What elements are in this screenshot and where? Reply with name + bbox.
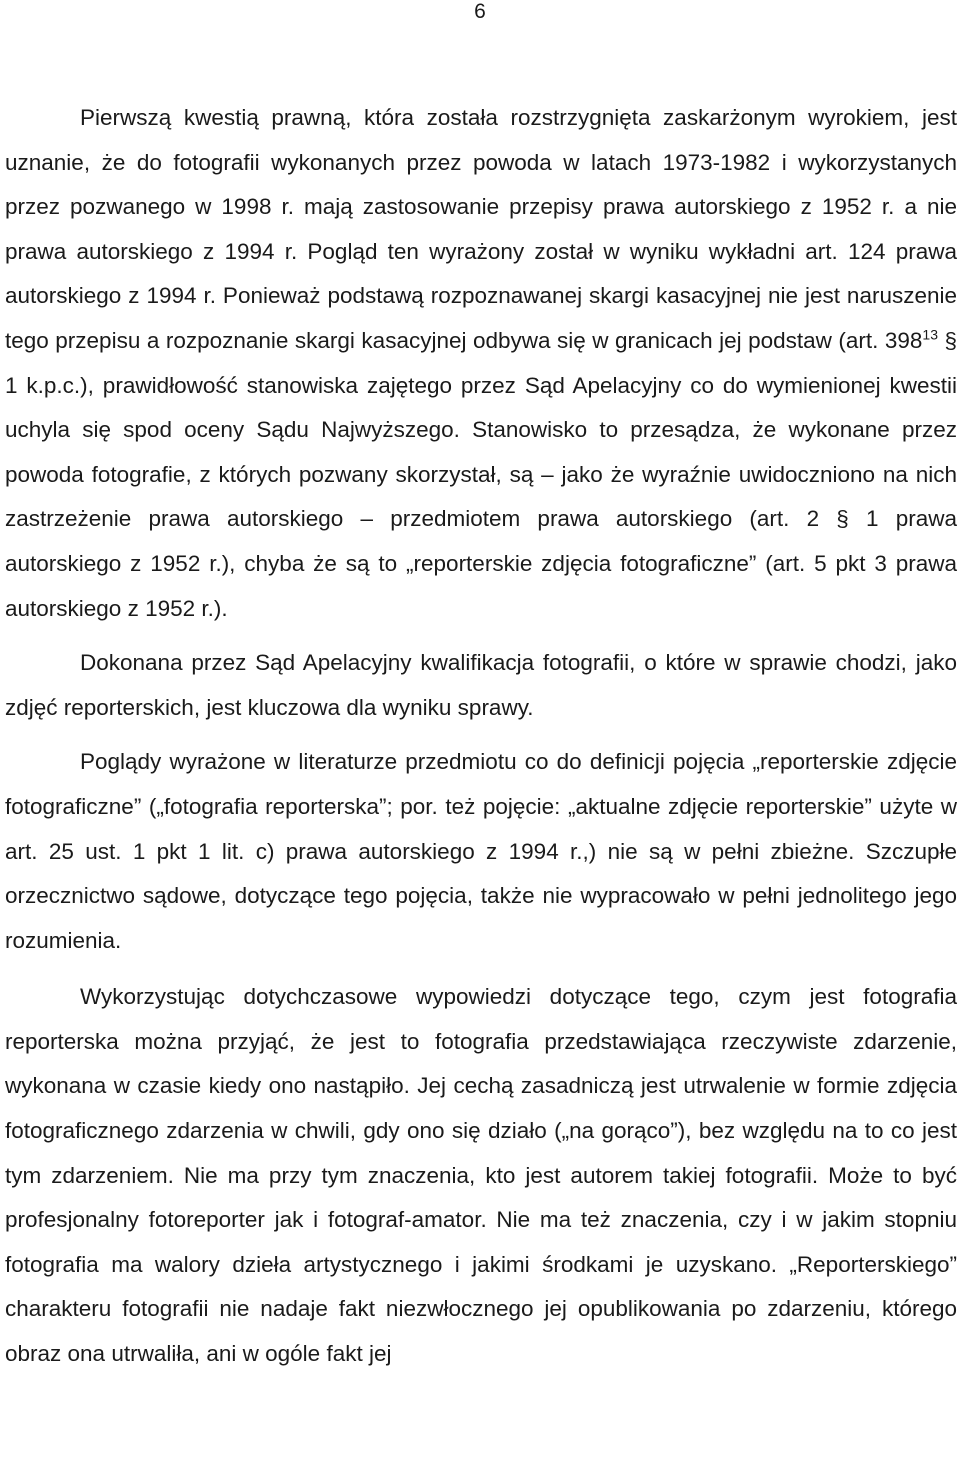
page-number: 6 — [474, 0, 486, 23]
document-body — [5, 96, 957, 1377]
paragraph-1-superscript: 13 — [922, 326, 938, 343]
paragraph-2: Dokonana przez Sąd Apelacyjny kwalifikacja fotografii, o które w sprawie chodzi, jako zdjęć reporterskich, jest kluczowa dla wyniku sprawy. — [5, 650, 957, 720]
paragraph-1-text-a: Pierwszą kwestią prawną, która została rozstrzygnięta zaskarżonym wyrokiem, jest uznanie, że do fotografii wykonanych przez powoda w latach 1973-1982 i wykorzystanych przez pozwanego w 1998 r. mają zastosowanie przepisy prawa autorskiego z 1952 r. a nie prawa autorskiego z 1994 r. Pogląd ten wyrażony został w wyniku wykładni art. 124 prawa autorskiego z 1994 r. Ponieważ podstawą rozpoznawanej skargi kasacyjnej nie jest naruszenie tego przepisu a rozpoznanie skargi kasacyjnej odbywa się w granicach jej podstaw (art. 398 — [5, 105, 957, 353]
paragraph-1 — [5, 96, 957, 631]
paragraph-1-text-b: § 1 k.p.c.), prawidłowość stanowiska zajętego przez Sąd Apelacyjny co do wymienionej kwestii uchyla się spod oceny Sądu Najwyższego. Stanowisko to przesądza, że wykonane przez powoda fotografie, z których pozwany skorzystał, są – jako że wyraźnie uwidoczniono na nich zastrzeżenie prawa autorskiego – przedmiotem prawa autorskiego (art. 2 § 1 prawa autorskiego z 1952 r.), chyba że są to „reporterskie zdjęcia fotograficzne” (art. 5 pkt 3 prawa autorskiego z 1952 r.). — [5, 327, 958, 621]
paragraph-3: Poglądy wyrażone w literaturze przedmiotu co do definicji pojęcia „reporterskie zdjęcie fotograficzne” („fotografia reporterska”; por. też pojęcie: „aktualne zdjęcie reporterskie” użyte w art. 25 ust. 1 pkt 1 lit. c) prawa autorskiego z 1994 r.,) nie są w pełni zbieżne. Szczupłe orzecznictwo sądowe, dotyczące tego pojęcia, także nie wypracowało w pełni jednolitego jego rozumienia. — [5, 749, 957, 953]
paragraph-4: Wykorzystując dotychczasowe wypowiedzi dotyczące tego, czym jest fotografia reporterska można przyjąć, że jest to fotografia przedstawiająca rzeczywiste zdarzenie, wykonana w czasie kiedy ono nastąpiło. Jej cechą zasadniczą jest utrwalenie w formie zdjęcia fotograficznego zdarzenia w chwili, gdy ono się działo („na gorąco”), bez względu na to co jest tym zdarzeniem. Nie ma przy tym znaczenia, kto jest autorem takiej fotografii. Może to być profesjonalny fotoreporter jak i fotograf-amator. Nie ma też znaczenia, czy i w jakim stopniu fotografia ma walory dzieła artystycznego i jakimi środkami je uzyskano. „Reporterskiego” charakteru fotografii nie nadaje fakt niezwłocznego jej opublikowania po zdarzeniu, którego obraz ona utrwaliła, ani w ogóle fakt jej — [5, 984, 957, 1367]
